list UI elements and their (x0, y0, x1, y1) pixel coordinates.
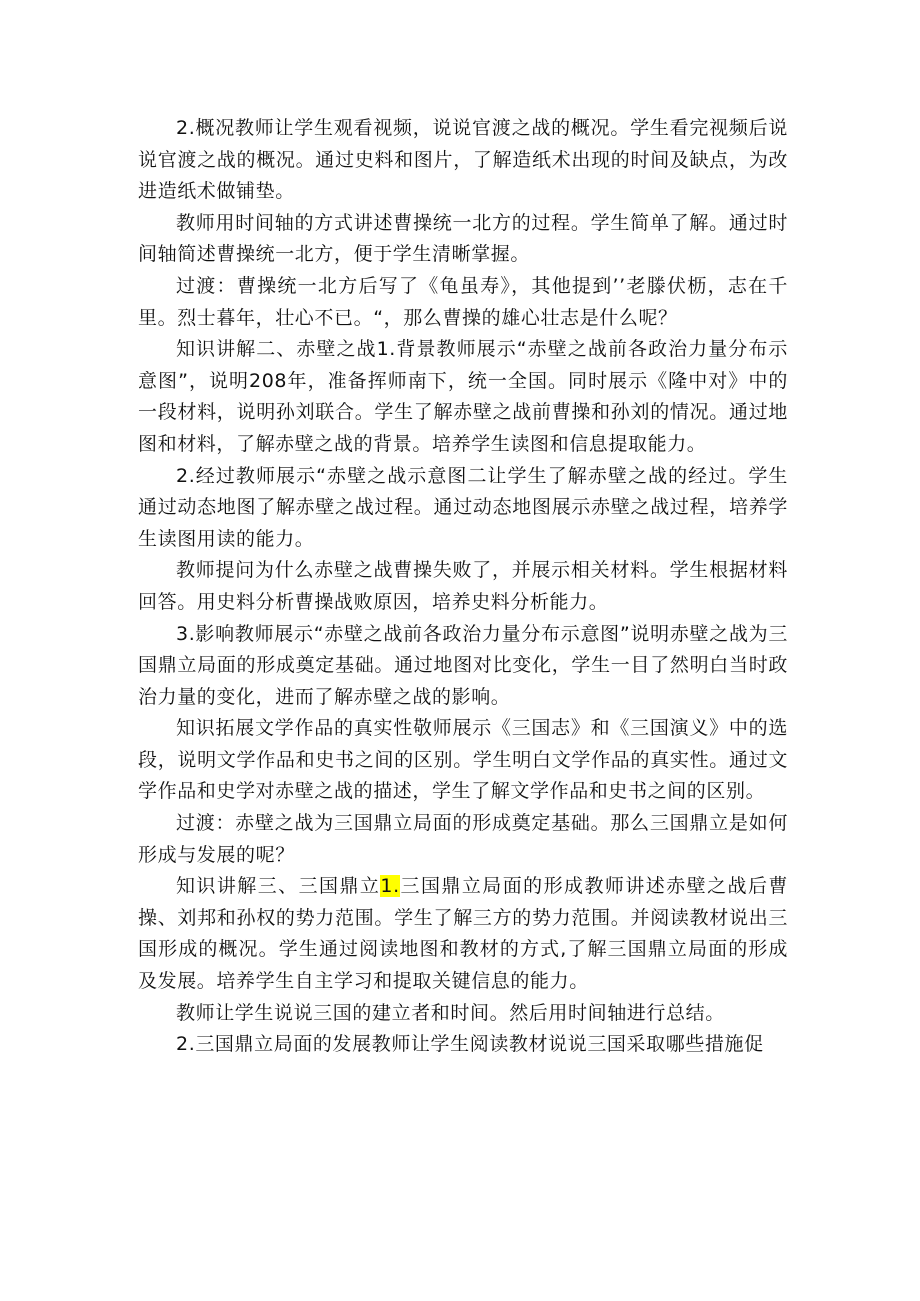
paragraph-chibi-question: 教师提问为什么赤壁之战曹操失败了，并展示相关材料。学生根据材料回答。用史料分析曹操战败原因，培养史料分析能力。 (138, 559, 788, 613)
paragraph-three-kingdoms-development: 2.三国鼎立局面的发展教师让学生阅读教材说说三国采取哪些措施促 (176, 1033, 764, 1056)
paragraph-transition-three-kingdoms: 过渡：赤壁之战为三国鼎立局面的形成奠定基础。那么三国鼎立是如何形成与发展的呢？ (138, 812, 788, 866)
paragraph-founders-timeline: 教师让学生说说三国的建立者和时间。然后用时间轴进行总结。 (176, 1001, 725, 1024)
paragraph-guandu-overview: 2.概况教师让学生观看视频，说说官渡之战的概况。学生看完视频后说说官渡之战的概况。通过史料和图片，了解造纸术出现的时间及缺点，为改进造纸术做铺垫。 (138, 117, 788, 203)
formation-text-after: 三国鼎立局面的形成教师讲述赤壁之战后曹操、刘邦和孙权的势力范围。学生了解三方的势力范围。并阅读教材说出三国形成的概况。学生通过阅读地图和教材的方式,了解三国鼎立局面的形成及发展。培养学生自主学习和提取关键信息的能力。 (138, 875, 788, 993)
paragraph-three-kingdoms-formation (138, 871, 788, 997)
highlighted-number: 1. (380, 875, 400, 898)
document-body (138, 113, 788, 1061)
paragraph-literature-extension: 知识拓展文学作品的真实性敬师展示《三国志》和《三国演义》中的选段，说明文学作品和史书之间的区别。学生明白文学作品的真实性。通过文学作品和史学对赤壁之战的描述，学生了解文学作品和史书之间的区别。 (138, 717, 788, 803)
paragraph-chibi-process: 2.经过教师展示“赤壁之战示意图二让学生了解赤壁之战的经过。学生通过动态地图了解赤壁之战过程。通过动态地图展示赤壁之战过程，培养学生读图用读的能力。 (138, 464, 788, 550)
paragraph-timeline-north: 教师用时间轴的方式讲述曹操统一北方的过程。学生简单了解。通过时间轴简述曹操统一北方，便于学生清晰掌握。 (138, 211, 788, 266)
formation-text-before: 知识讲解三、三国鼎立 (176, 875, 381, 898)
paragraph-transition-poem: 过渡：曹操统一北方后写了《龟虽寿》，其他提到’’老滕伏枥，志在千里。烈士暮年，壮心不已。“，那么曹操的雄心壮志是什么呢？ (138, 274, 788, 329)
paragraph-chibi-impact: 3.影响教师展示“赤壁之战前各政治力量分布示意图”说明赤壁之战为三国鼎立局面的形成奠定基础。通过地图对比变化，学生一目了然明白当时政治力量的变化，进而了解赤壁之战的影响。 (138, 622, 788, 708)
paragraph-chibi-background: 知识讲解二、赤壁之战1.背景教师展示“赤壁之战前各政治力量分布示意图”，说明208年，准备挥师南下，统一全国。同时展示《隆中对》中的一段材料，说明孙刘联合。学生了解赤壁之战前曹操和孙刘的情况。通过地图和材料，了解赤壁之战的背景。培养学生读图和信息提取能力。 (138, 338, 788, 455)
